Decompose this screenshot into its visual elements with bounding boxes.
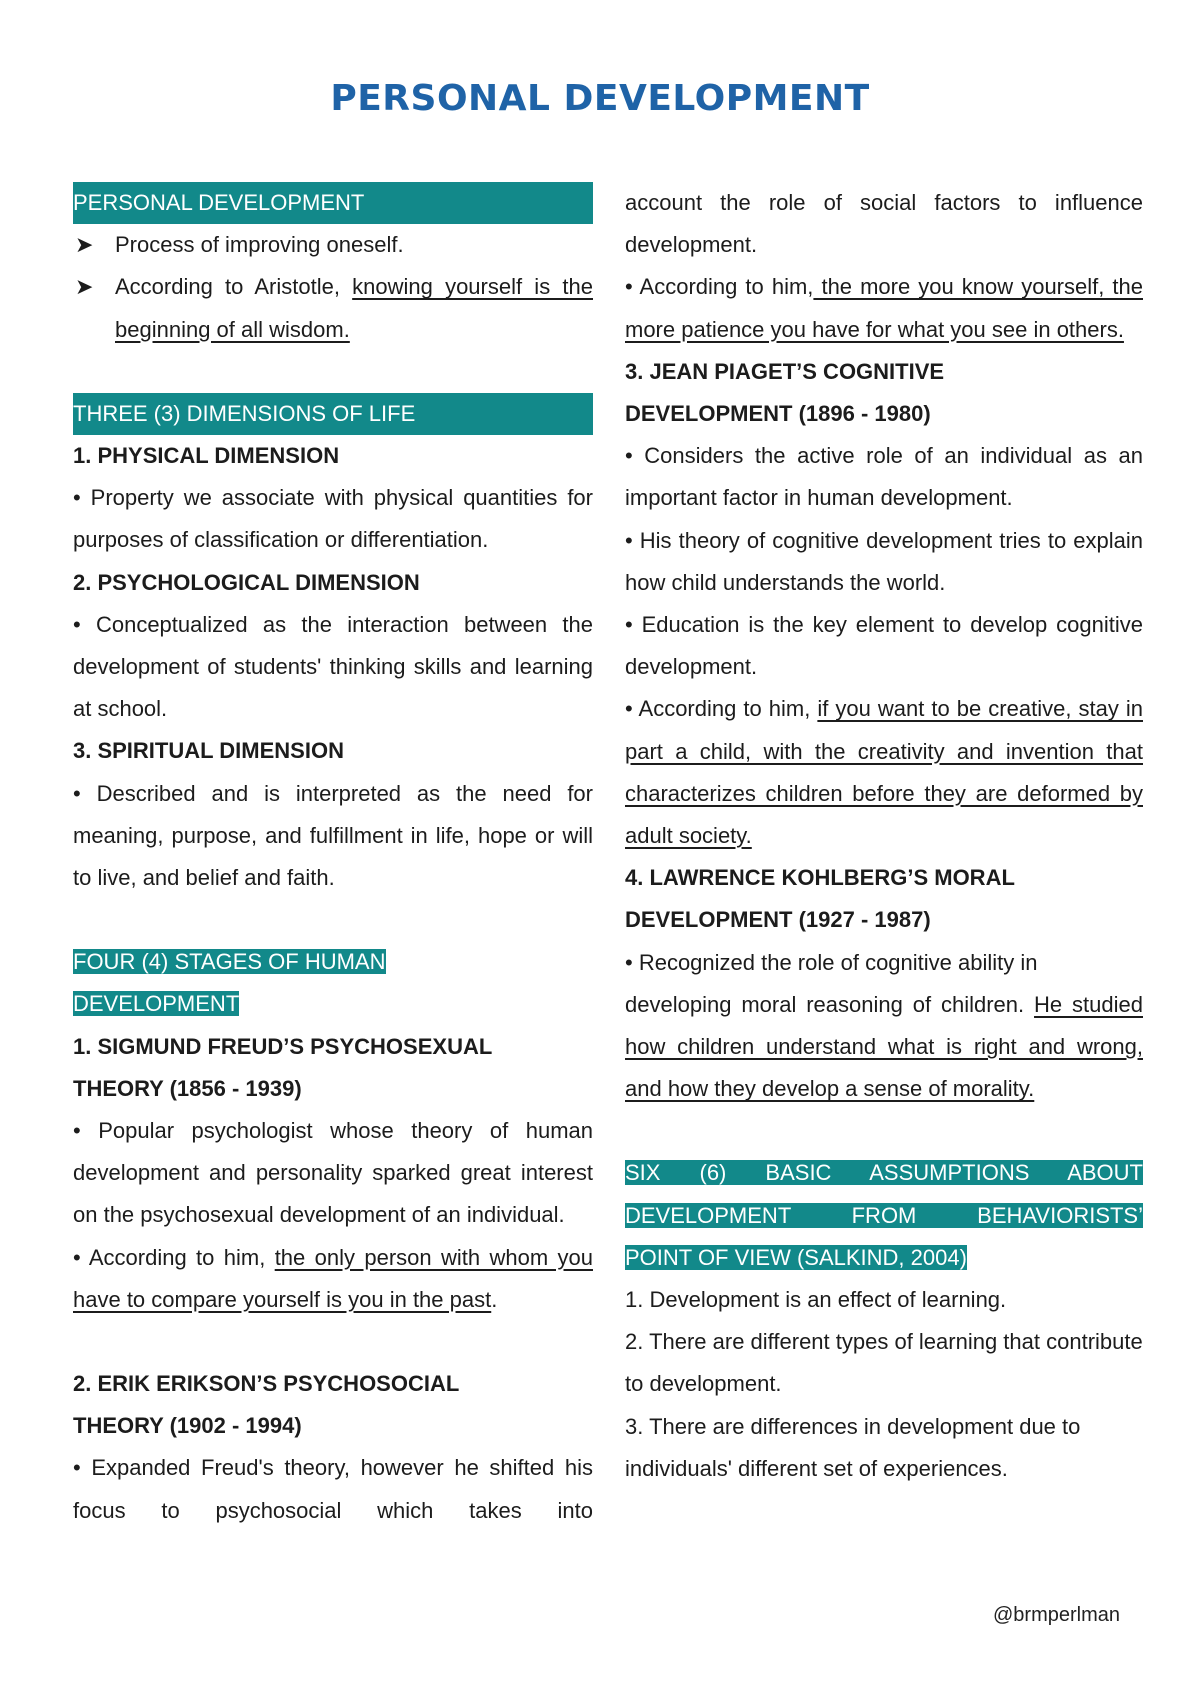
quote-paragraph: developing moral reasoning of children. He studied how children understand what is right and wrong, and how they develop a sense of morality. [625,991,1143,1102]
quote-paragraph: • According to him, the only person with whom you have to compare yourself is you in the past. [73,1244,593,1312]
paragraph: • Recognized the role of cognitive ability in [625,949,1038,975]
bullet-item: ➤ According to Aristotle, knowing yourself is the beginning of all wisdom. [73,266,593,350]
section-heading-six-assumptions-line2: DEVELOPMENT FROM BEHAVIORISTS’ [625,1202,1143,1228]
arrow-bullet-icon: ➤ [75,274,94,300]
page-title: PERSONAL DEVELOPMENT [330,78,870,119]
quote-paragraph: • According to him, if you want to be creative, stay in part a child, with the creativity and invention that characterizes children before they are deformed by adult society. [625,696,1143,849]
section-heading-four-stages-line2: DEVELOPMENT [73,991,240,1017]
subheading-erikson: 2. ERIK ERIKSON’S PSYCHOSOCIAL [73,1371,460,1397]
left-column [73,182,593,1532]
paragraph: • Described and is interpreted as the need for meaning, purpose, and fulfillment in life, hope or will to live, and belief and faith. [73,780,593,891]
section-heading-personal-development: PERSONAL DEVELOPMENT [73,182,593,224]
section-heading-three-dimensions: THREE (3) DIMENSIONS OF LIFE [73,393,593,435]
subheading-erikson-years: THEORY (1902 - 1994) [73,1413,302,1439]
paragraph: account the role of social factors to influence development. [625,190,1143,258]
paragraph: • Popular psychologist whose theory of human development and personality sparked great interest on the psychosexual development of an individual. [73,1118,593,1228]
paragraph: • His theory of cognitive development tries to explain how child understands the world. [625,527,1143,595]
subheading-spiritual: 3. SPIRITUAL DIMENSION [73,738,344,764]
section-heading-four-stages: FOUR (4) STAGES OF HUMAN [73,949,386,975]
subheading-piaget: 3. JEAN PIAGET’S COGNITIVE [625,358,945,384]
subheading-kohlberg-years: DEVELOPMENT (1927 - 1987) [625,907,931,933]
subheading-freud-years: THEORY (1856 - 1939) [73,1075,302,1101]
paragraph: • Expanded Freud's theory, however he shifted his focus to psychosocial which takes into [73,1455,593,1523]
right-column [625,182,1143,1490]
paragraph: • Considers the active role of an individual as an important factor in human development. [625,443,1143,511]
footer-handle: @brmperlman [992,1604,1120,1626]
section-heading-six-assumptions: SIX (6) BASIC ASSUMPTIONS ABOUT [625,1160,1143,1186]
paragraph: • Education is the key element to develop cognitive development. [625,612,1143,680]
quote-paragraph: • According to him, the more you know yourself, the more patience you have for what you see in others. [625,274,1143,342]
section-heading-six-assumptions-line3: POINT OF VIEW (SALKIND, 2004) [625,1244,967,1270]
arrow-bullet-icon: ➤ [75,232,94,258]
subheading-physical: 1. PHYSICAL DIMENSION [73,443,340,469]
list-item: 3. There are differences in development due to individuals' different set of experiences. [625,1413,1081,1481]
subheading-kohlberg: 4. LAWRENCE KOHLBERG’S MORAL [625,865,1015,891]
subheading-freud: 1. SIGMUND FREUD’S PSYCHOSEXUAL [73,1033,493,1059]
paragraph: • Conceptualized as the interaction between the development of students' thinking skills and learning at school. [73,611,593,722]
bullet-item: ➤ Process of improving oneself. [73,224,593,266]
list-item: 1. Development is an effect of learning. [625,1287,1007,1313]
subheading-psychological: 2. PSYCHOLOGICAL DIMENSION [73,569,420,595]
paragraph: • Property we associate with physical quantities for purposes of classification or differentiation. [73,485,593,553]
list-item: 2. There are different types of learning that contribute to development. [625,1329,1143,1397]
subheading-piaget-years: DEVELOPMENT (1896 - 1980) [625,401,931,427]
